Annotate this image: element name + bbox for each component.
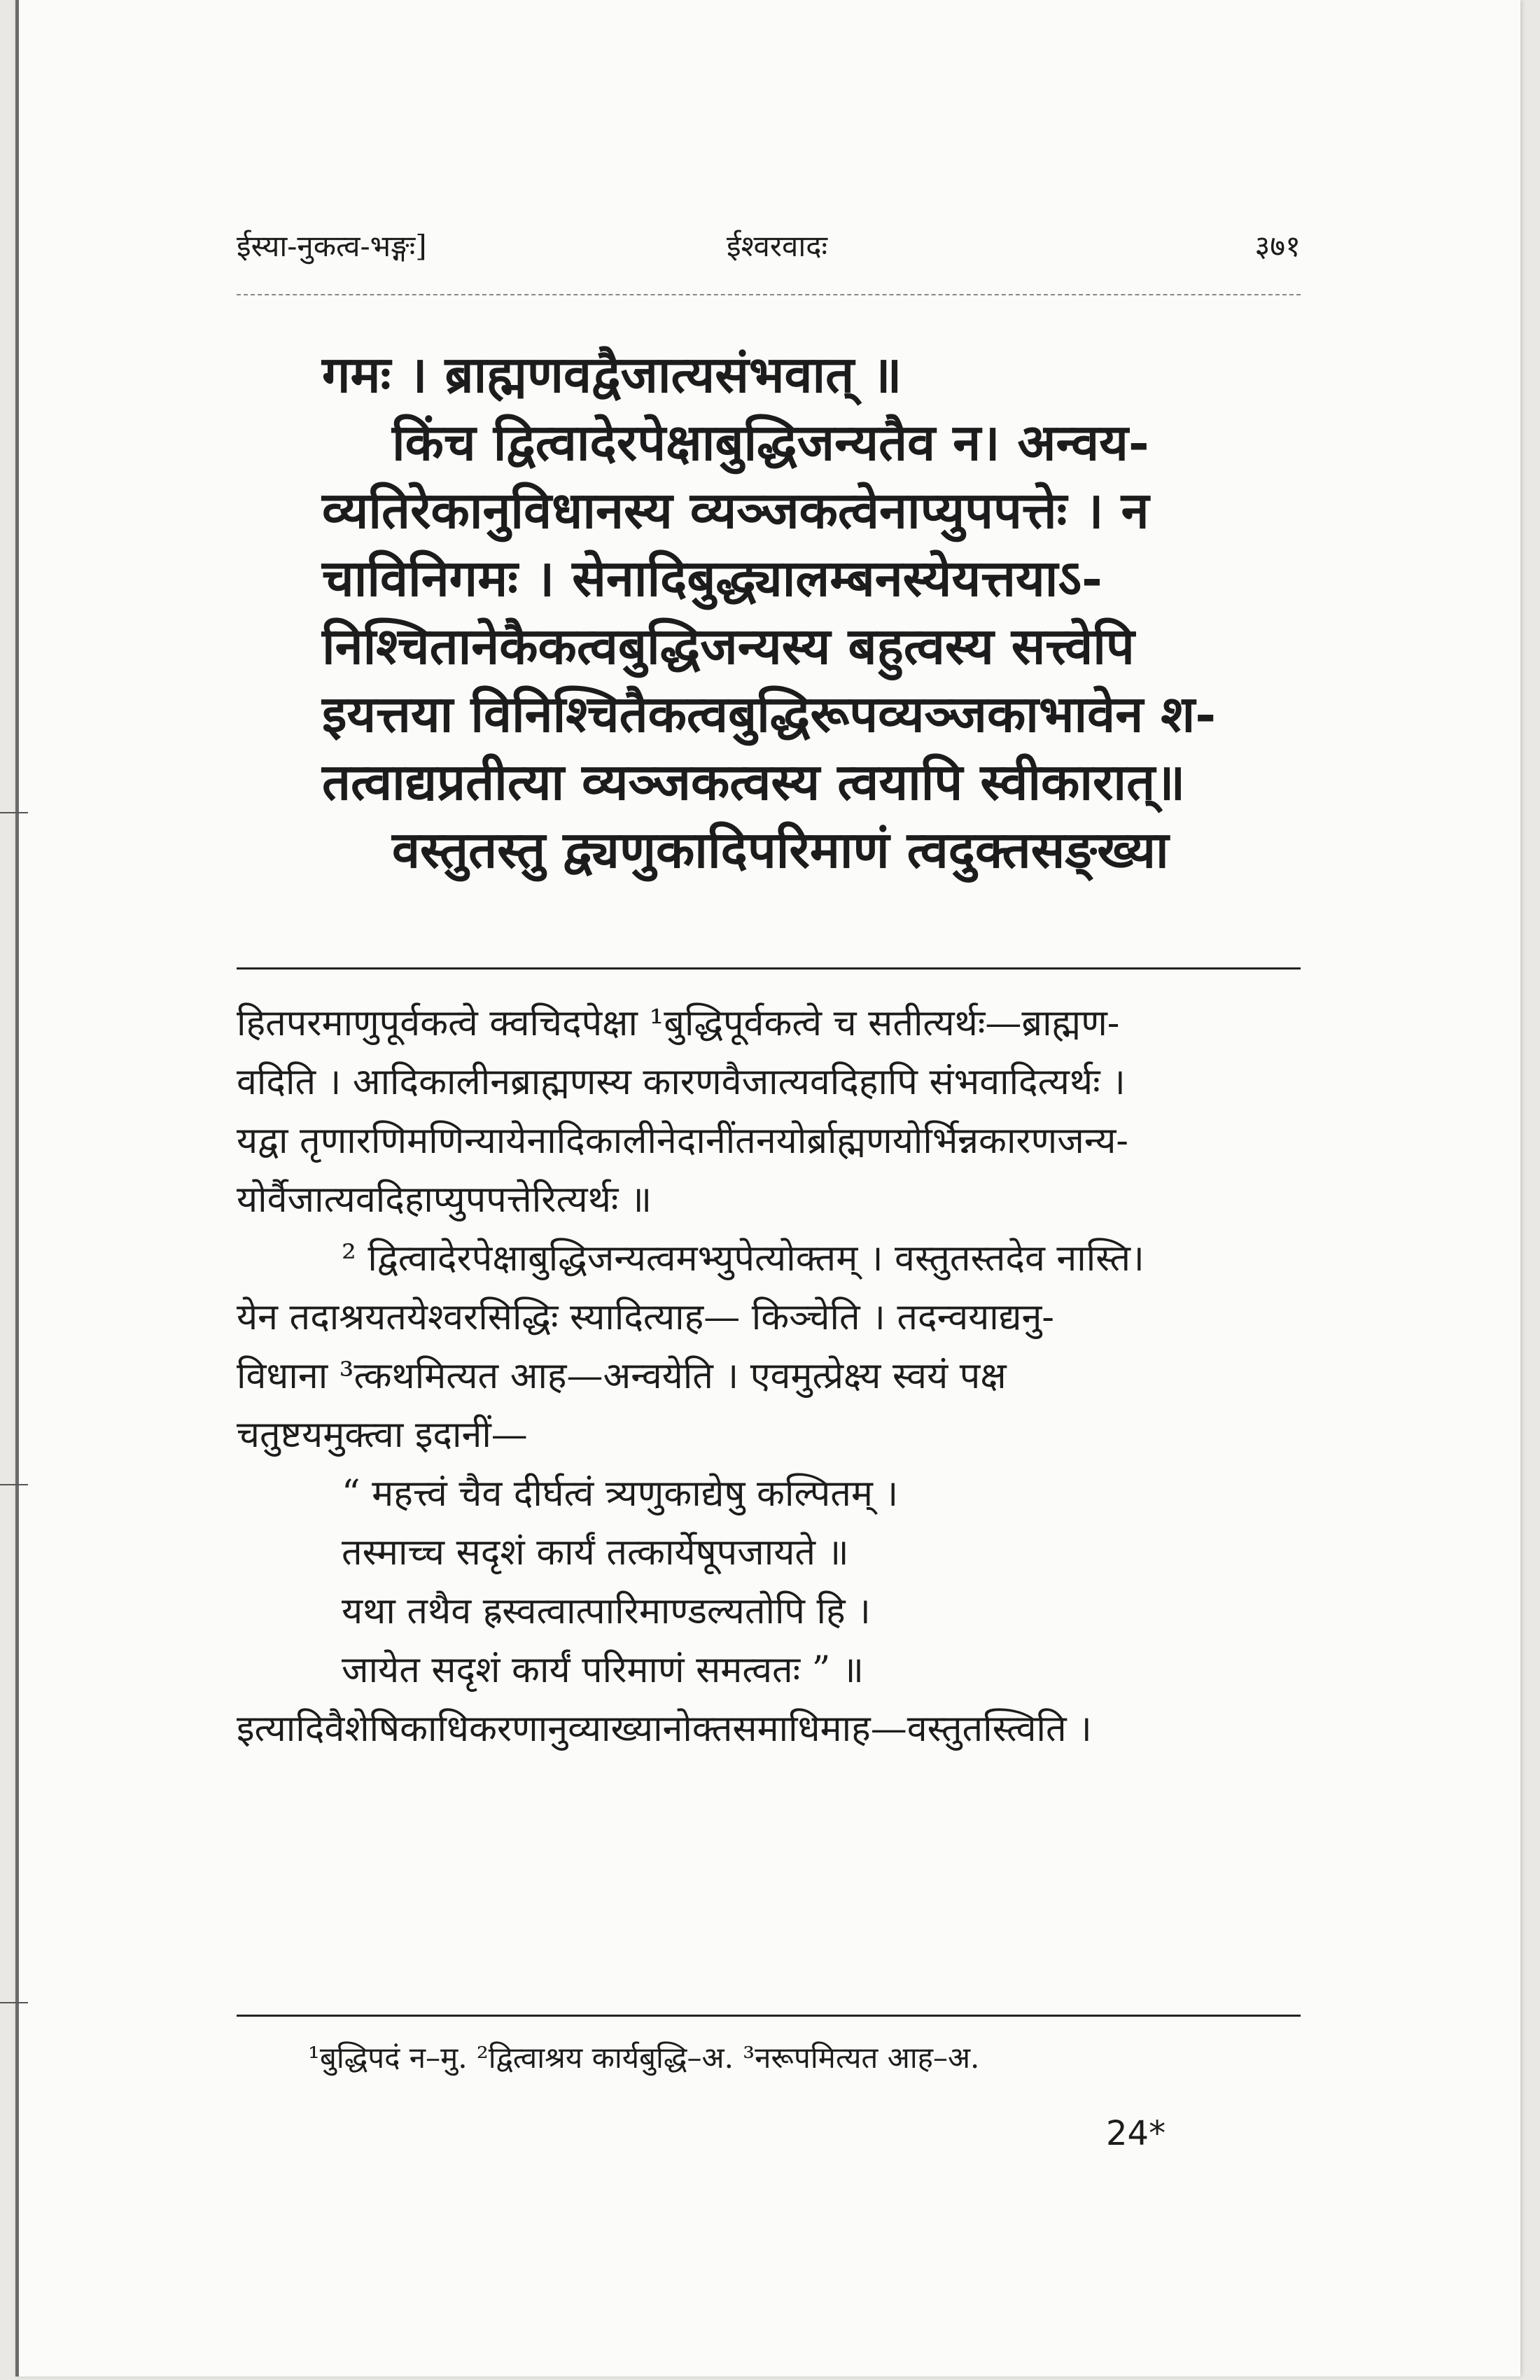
text-divider [237,967,1301,969]
main-line: व्यतिरेकानुविधानस्य व्यञ्जकत्वेनाप्युपपत्तेः । न [322,480,1149,540]
main-line: गमः । ब्राह्मणवद्वैजात्यसंभवात् ॥ [322,344,902,404]
binding-mark [0,1484,28,1485]
footnotes: ¹बुद्धिपदं न–मु. ²द्वित्वाश्रय कार्यबुद्धि–अ. ³नरूपमित्यत आह–अ. [308,2040,980,2075]
main-text [322,340,1302,883]
commentary-line: ² द्वित्वादेरपेक्षाबुद्धिजन्यत्वमभ्युपेत्योक्तम् । वस्तुतस्तदेव नास्ति। [342,1238,1144,1280]
commentary-line: वदिति । आदिकालीनब्राह्मणस्य कारणवैजात्यवदिहापि संभवादित्यर्थः । [237,1061,1126,1103]
page-number: ३७१ [1254,229,1301,263]
verse-line: “ महत्त्वं चैव दीर्घत्वं त्र्यणुकाद्येषु कल्पितम् । [342,1473,899,1515]
commentary-line: योर्वैजात्यवदिहाप्युपपत्तेरित्यर्थः ॥ [237,1179,652,1221]
binding-edge [15,0,19,2376]
binding-mark [0,2002,28,2003]
main-line: इयत्तया विनिश्चितैकत्वबुद्धिरूपव्यञ्जकाभावेन श- [322,684,1217,743]
commentary-line: यद्वा तृणारणिमणिन्यायेनादिकालीनेदानींतनयोर्ब्राह्मणयोर्भिन्नकारणजन्य- [237,1120,1128,1162]
commentary [237,994,1301,1758]
commentary-line: विधाना ³त्कथमित्यत आह—अन्वयेति । एवमुत्प्रेक्ष्य स्वयं पक्ष [237,1355,1007,1397]
header-chapter-title: ईश्वरवादः [727,229,828,263]
footnote-divider [237,2015,1301,2017]
commentary-line: हितपरमाणुपूर्वकत्वे क्वचिदपेक्षा ¹बुद्धिपूर्वकत्वे च सतीत्यर्थः—ब्राह्मण- [237,1002,1120,1044]
binding-mark [0,812,28,813]
verse-line: तस्माच्च सदृशं कार्यं तत्कार्येषूपजायते ॥ [342,1532,849,1574]
commentary-line: इत्यादिवैशेषिकाधिकरणानुव्याख्यानोक्तसमाधिमाह—वस्तुतस्त्विति । [237,1708,1092,1750]
main-line: किंच द्वित्वादेरपेक्षाबुद्धिजन्यतैव न। अन्वय- [392,412,1149,472]
verse-line: जायेत सदृशं कार्यं परिमाणं समत्वतः ” ॥ [342,1649,864,1691]
commentary-line: चतुष्टयमुक्त्वा इदानीं— [237,1414,528,1456]
main-line: वस्तुतस्तु द्व्यणुकादिपरिमाणं त्वदुक्तसङ्ख्या [392,820,1169,879]
running-header [237,225,1301,274]
main-line: तत्वाद्यप्रतीत्या व्यञ्जकत्वस्य त्वयापि स्वीकारात्॥ [322,752,1186,811]
verse-line: यथा तथैव ह्रस्वत्वात्पारिमाण्डल्यतोपि हि । [342,1590,871,1632]
main-line: निश्चितानेकैकत्वबुद्धिजन्यस्य बहुत्वस्य सत्त्वेपि [322,616,1135,676]
signature-mark: 24* [1106,2114,1166,2153]
main-line: चाविनिगमः । सेनादिबुद्ध्यालम्बनस्येयत्तयाऽ- [322,548,1102,608]
header-section-title: ईस्या-नुकत्व-भङ्गः] [237,229,427,263]
header-rule [237,294,1301,300]
commentary-line: येन तदाश्रयतयेश्वरसिद्धिः स्यादित्याह— किञ्चेति । तदन्वयाद्यनु- [237,1296,1054,1338]
